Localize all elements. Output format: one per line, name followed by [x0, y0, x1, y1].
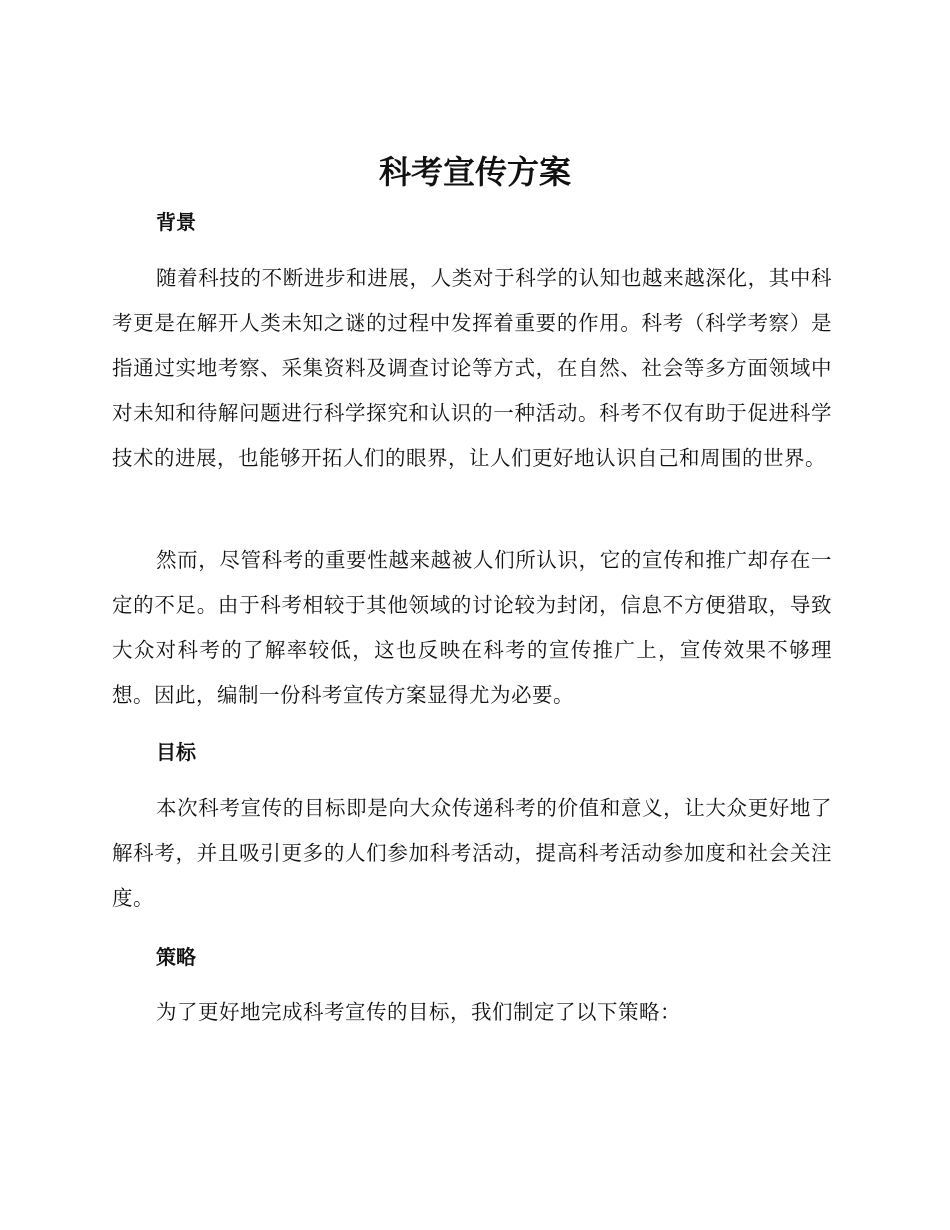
background-paragraph-1: 随着科技的不断进步和进展，人类对于科学的认知也越来越深化，其中科考更是在解开人类未知之谜的过程中发挥着重要的作用。科考（科学考察）是指通过实地考察、采集资料及调查讨论等方式，在自然、社会等多方面领域中对未知和待解问题进行科学探究和认识的一种活动。科考不仅有助于促进科学技术的进展，也能够开拓人们的眼界，让人们更好地认识自己和周围的世界。: [112, 266, 832, 470]
background-paragraph-2: 然而，尽管科考的重要性越来越被人们所认识，它的宣传和推广却存在一定的不足。由于科考相较于其他领域的讨论较为封闭，信息不方便猎取，导致大众对科考的了解率较低，这也反映在科考的宣传推广上，宣传效果不够理想。因此，编制一份科考宣传方案显得尤为必要。: [112, 548, 832, 707]
strategy-paragraph-1: 为了更好地完成科考宣传的目标，我们制定了以下策略：: [156, 1000, 681, 1024]
section-heading-background: 背景: [156, 210, 196, 234]
document-title: 科考宣传方案: [378, 153, 571, 191]
section-heading-strategy: 策略: [156, 945, 196, 969]
section-heading-goal: 目标: [156, 740, 196, 764]
goal-paragraph-1: 本次科考宣传的目标即是向大众传递科考的价值和意义，让大众更好地了解科考，并且吸引更多的人们参加科考活动，提高科考活动参加度和社会关注度。: [112, 796, 832, 910]
